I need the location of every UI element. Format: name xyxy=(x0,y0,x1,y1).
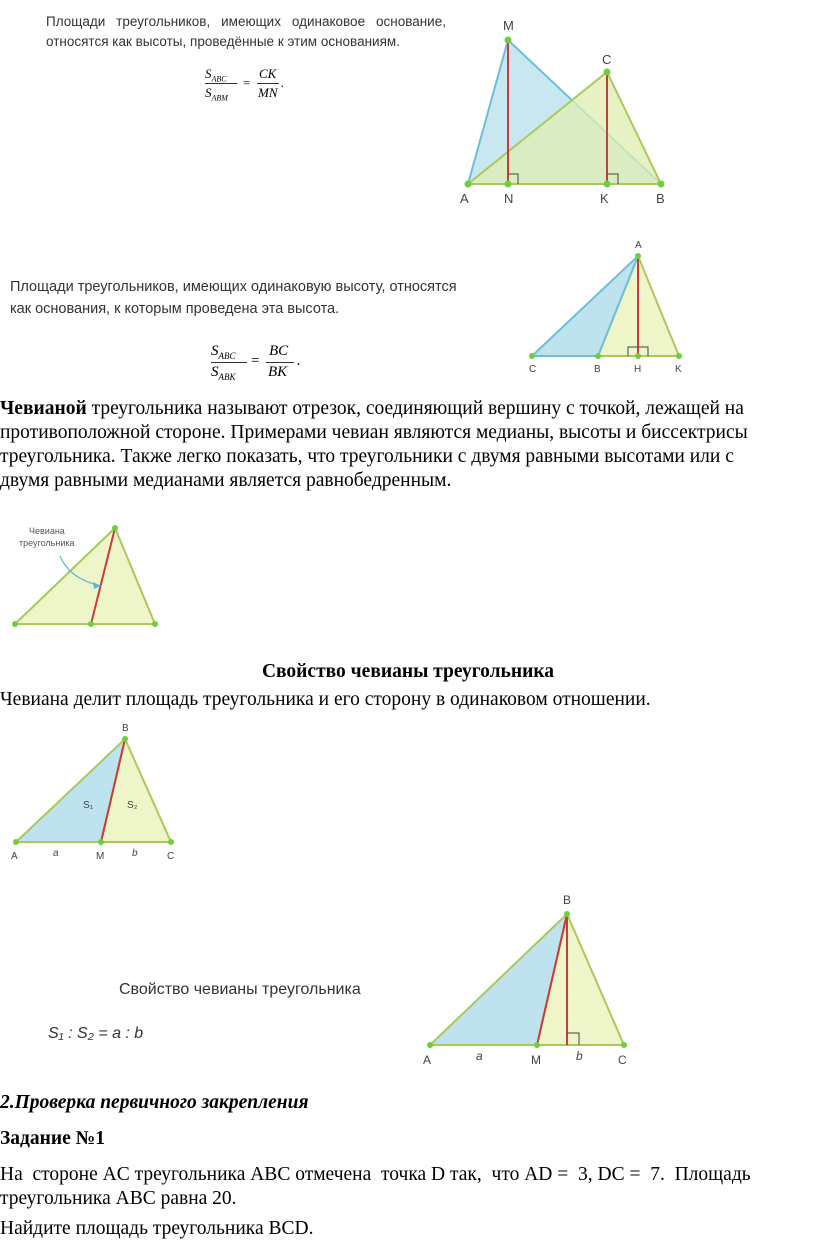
f2-lhs-num-sub: ABC xyxy=(218,351,236,361)
definition-line2: противоположной стороне. Примерами чевиан являются медианы, высоты и биссектрисы xyxy=(0,422,748,443)
fig4-label-a-small: a xyxy=(476,1049,483,1063)
block2-formula xyxy=(211,343,331,389)
definition-term: Чевианой xyxy=(0,398,87,419)
fig3-label-s2: S₂ xyxy=(127,800,138,811)
fig3-label-a: A xyxy=(11,851,18,862)
f2-rhs-den: BK xyxy=(268,364,288,380)
cevian-figure xyxy=(5,518,170,636)
point-c-2 xyxy=(529,353,535,359)
block1-caption-line2: относятся как высоты, проведённые к этим основаниям. xyxy=(46,34,400,49)
block1-caption xyxy=(46,12,446,52)
fig4-point-b xyxy=(564,911,570,917)
point-a xyxy=(465,181,472,188)
task-line2: треугольника ABC равна 20. xyxy=(0,1188,237,1209)
cevian-vertex-left xyxy=(12,621,18,627)
fig3-label-c: C xyxy=(167,851,175,862)
label-k-2: K xyxy=(675,364,682,375)
f1-lhs-num-sub: ABC xyxy=(211,74,227,84)
fig4-label-a: A xyxy=(423,1053,432,1067)
property-statement: Чевиана делит площадь треугольника и его сторону в одинаковом отношении. xyxy=(0,689,651,710)
f2-rhs-num: BC xyxy=(269,343,289,359)
point-b-2 xyxy=(595,353,601,359)
point-m xyxy=(505,37,512,44)
task-title: Задание №1 xyxy=(0,1128,106,1149)
fig4-title: Свойство чевианы треугольника xyxy=(119,981,361,998)
label-c-2: C xyxy=(529,364,537,375)
f1-eq: = xyxy=(243,75,251,90)
block1-caption-line1: Площади треугольников, имеющих одинаковое основание, xyxy=(46,14,446,29)
definition-line4: двумя равными медианами является равнобедренным. xyxy=(0,470,452,491)
label-b: B xyxy=(656,191,665,206)
task-line1: На стороне AC треугольника ABC отмечена точка D так, что AD = 3, DC = 7. Площадь xyxy=(0,1164,751,1185)
fig3-point-b xyxy=(122,736,128,742)
fig4-label-m: M xyxy=(531,1053,541,1067)
cevian-vertex-top xyxy=(112,525,118,531)
f1-lhs-num: S xyxy=(205,66,212,81)
label-a: A xyxy=(460,191,469,206)
block1-formula xyxy=(205,66,315,106)
property-heading: Свойство чевианы треугольника xyxy=(261,661,555,682)
f2-lhs-num: S xyxy=(211,343,219,359)
definition-line1-rest: треугольника называют отрезок, соединяющий вершину с точкой, лежащей на xyxy=(86,398,744,419)
cevian-vertex-right xyxy=(152,621,158,627)
label-a-2: A xyxy=(635,240,642,251)
fig4-label-c: C xyxy=(618,1053,627,1067)
f1-end: . xyxy=(281,75,285,90)
point-n xyxy=(505,181,512,188)
label-n: N xyxy=(504,191,514,206)
fig4-point-c xyxy=(621,1042,627,1048)
fig3-label-a-small: a xyxy=(53,848,59,859)
fig4-point-a xyxy=(427,1042,433,1048)
f1-rhs-num: CK xyxy=(259,66,277,81)
figure-3 xyxy=(5,722,185,867)
fig3-label-m: M xyxy=(96,851,105,862)
f1-rhs-den: MN xyxy=(258,85,278,100)
point-a-2 xyxy=(635,253,641,259)
label-m: M xyxy=(503,18,514,33)
block2-caption-line1: Площади треугольников, имеющих одинаковую высоту, относятся xyxy=(10,279,457,295)
label-k: K xyxy=(600,191,609,206)
fig3-point-m xyxy=(98,839,104,845)
definition-line3: треугольника. Также легко показать, что треугольники с двумя равными высотами или с xyxy=(0,446,734,467)
cevian-foot xyxy=(88,621,94,627)
figure-4 xyxy=(415,888,640,1070)
cevian-label-line2: треугольника xyxy=(19,538,75,548)
f2-lhs-den: S xyxy=(211,364,219,380)
block2-figure xyxy=(520,236,690,376)
fig3-label-b-small: b xyxy=(132,848,138,859)
label-b-2: B xyxy=(594,364,601,375)
definition-line1 xyxy=(0,397,810,421)
point-b xyxy=(658,181,665,188)
point-k-2 xyxy=(676,353,682,359)
f2-eq: = xyxy=(251,353,260,369)
point-k xyxy=(604,181,611,188)
f2-end: . xyxy=(297,353,301,369)
label-h-2: H xyxy=(634,364,642,375)
fig3-label-s1: S₁ xyxy=(83,800,94,811)
block2-caption xyxy=(10,276,500,320)
fig4-formula: S₁ : S₂ = a : b xyxy=(48,1025,144,1042)
f1-lhs-den-sub: ABM xyxy=(211,93,228,103)
fig3-point-c xyxy=(168,839,174,845)
point-c xyxy=(604,69,611,76)
fig4-label-b: B xyxy=(563,893,572,907)
block2-caption-line2: как основания, к которым проведена эта высота. xyxy=(10,301,340,317)
section-title: 2.Проверка первичного закрепления xyxy=(0,1092,309,1113)
task-line3: Найдите площадь треугольника BCD. xyxy=(0,1218,314,1239)
point-h-2 xyxy=(635,353,641,359)
f1-lhs-den: S xyxy=(205,85,212,100)
cevian-definition xyxy=(0,397,810,493)
fig4-label-b-small: b xyxy=(576,1049,583,1063)
fig3-point-a xyxy=(13,839,19,845)
f2-lhs-den-sub: ABK xyxy=(218,372,236,382)
fig4-point-m xyxy=(534,1042,540,1048)
label-c: C xyxy=(602,52,612,67)
block1-figure xyxy=(450,10,680,210)
fig3-label-b: B xyxy=(122,723,129,734)
cevian-label-line1: Чевиана xyxy=(29,526,65,536)
